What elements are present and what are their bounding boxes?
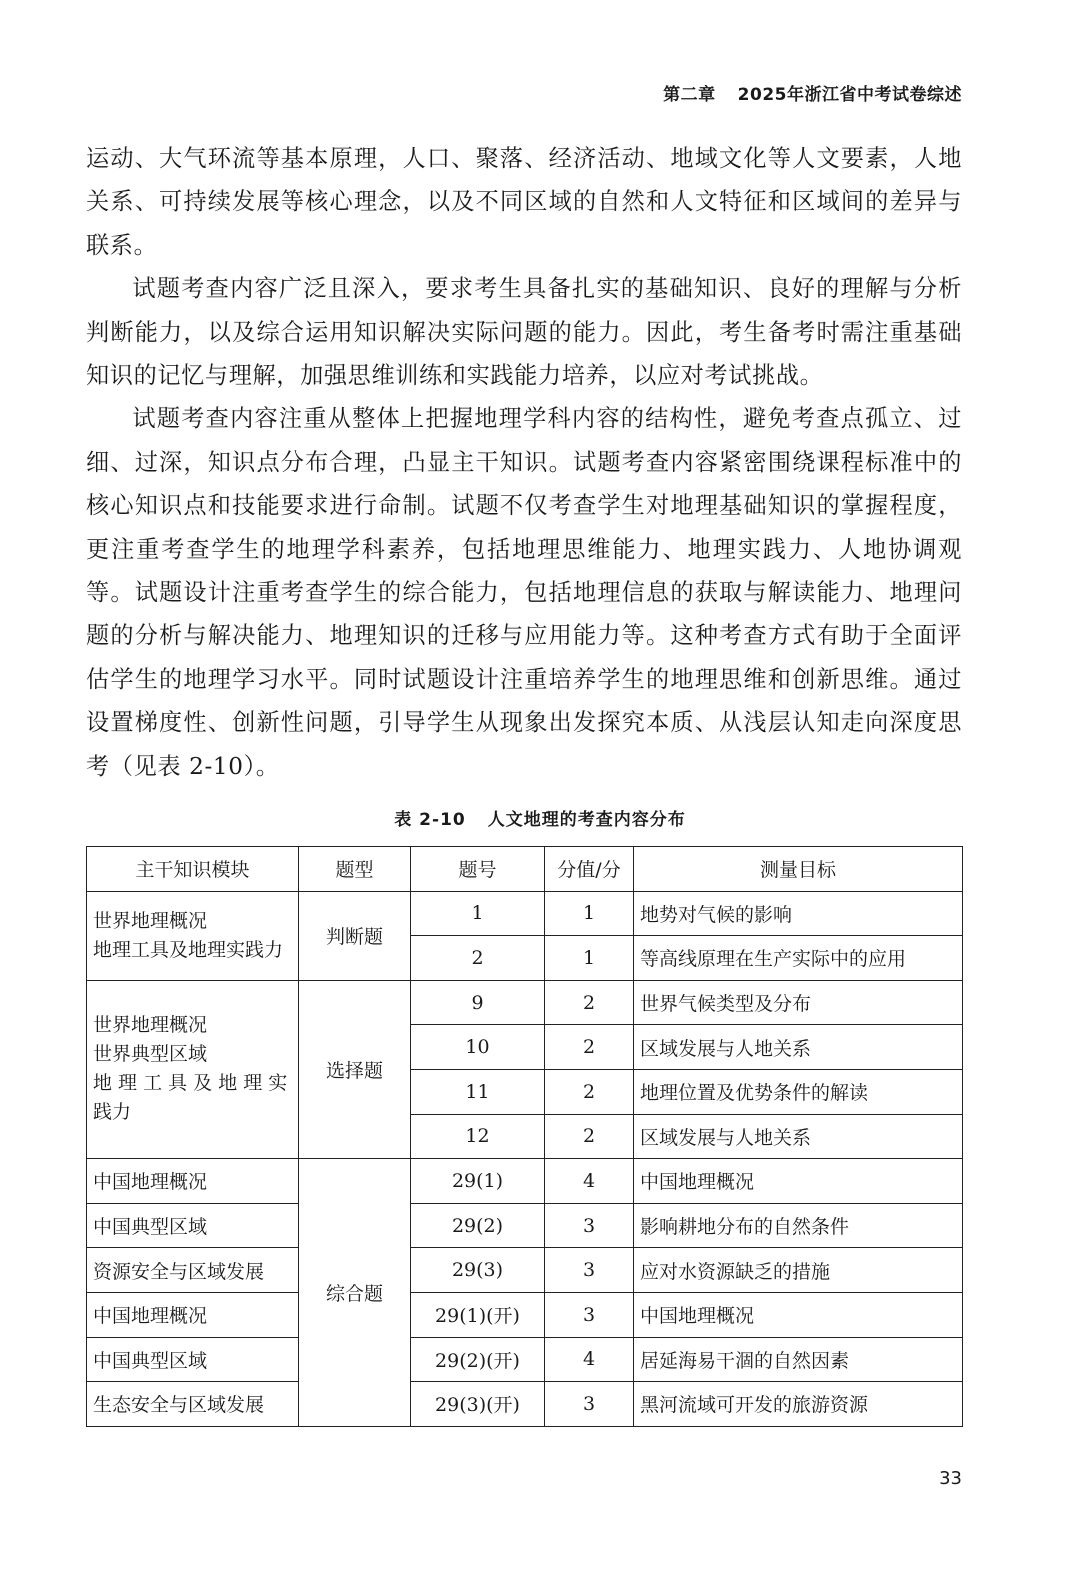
- type-cell: 综合题: [299, 1159, 411, 1427]
- column-header: 主干知识模块: [87, 847, 299, 892]
- table-row: [87, 1203, 963, 1248]
- score-cell: 2: [545, 1114, 634, 1159]
- score-cell: 4: [545, 1337, 634, 1382]
- question-number-cell: 12: [411, 1114, 545, 1159]
- column-header: 分值/分: [545, 847, 634, 892]
- type-cell: 判断题: [299, 891, 411, 980]
- table-row: [87, 1337, 963, 1382]
- question-number-cell: 1: [411, 891, 545, 936]
- score-cell: 1: [545, 891, 634, 936]
- module-cell: 中国典型区域: [87, 1337, 299, 1382]
- goal-cell: 地势对气候的影响: [634, 891, 963, 936]
- table-row: [87, 1248, 963, 1293]
- table-row: [87, 1382, 963, 1427]
- running-header: [663, 80, 962, 105]
- paragraph: 试题考查内容广泛且深入，要求考生具备扎实的基础知识、良好的理解与分析判断能力，以及综合运用知识解决实际问题的能力。因此，考生备考时需注重基础知识的记忆与理解，加强思维训练和实践能力培养，以应对考试挑战。: [86, 275, 962, 390]
- question-number-cell: 29(1): [411, 1159, 545, 1204]
- body-text: [86, 137, 962, 788]
- module-line: 世界典型区域: [93, 1043, 208, 1066]
- module-line: 践力: [93, 1101, 132, 1124]
- module-cell: 资源安全与区域发展: [87, 1248, 299, 1293]
- score-cell: 3: [545, 1203, 634, 1248]
- table-title: 人文地理的考查内容分布: [487, 810, 686, 830]
- module-cell: 中国地理概况: [87, 1159, 299, 1204]
- question-number-cell: 29(2)(开): [411, 1337, 545, 1382]
- goal-cell: 世界气候类型及分布: [634, 980, 963, 1025]
- goal-cell: 应对水资源缺乏的措施: [634, 1248, 963, 1293]
- column-header: 题号: [411, 847, 545, 892]
- type-cell: 选择题: [299, 980, 411, 1158]
- score-cell: 4: [545, 1159, 634, 1204]
- question-number-cell: 2: [411, 936, 545, 981]
- module-cell: [87, 980, 299, 1158]
- goal-cell: 黑河流域可开发的旅游资源: [634, 1382, 963, 1427]
- table-row: [87, 1159, 963, 1204]
- score-cell: 3: [545, 1292, 634, 1337]
- table-row: [87, 891, 963, 936]
- score-cell: 1: [545, 936, 634, 981]
- goal-cell: 地理位置及优势条件的解读: [634, 1069, 963, 1114]
- content-distribution-table: [86, 846, 963, 1427]
- question-number-cell: 29(3)(开): [411, 1382, 545, 1427]
- goal-cell: 中国地理概况: [634, 1159, 963, 1204]
- score-cell: 2: [545, 980, 634, 1025]
- module-cell: [87, 891, 299, 980]
- table-header-row: [87, 847, 963, 892]
- table-row: [87, 980, 963, 1025]
- table-number: 表 2-10: [394, 810, 466, 830]
- paragraph: 试题考查内容注重从整体上把握地理学科内容的结构性，避免考查点孤立、过细、过深，知识点分布合理，凸显主干知识。试题考查内容紧密围绕课程标准中的核心知识点和技能要求进行命制。试题不仅考查学生对地理基础知识的掌握程度，更注重考查学生的地理学科素养，包括地理思维能力、地理实践力、人地协调观等。试题设计注重考查学生的综合能力，包括地理信息的获取与解读能力、地理问题的分析与解决能力、地理知识的迁移与应用能力等。这种考查方式有助于全面评估学生的地理学习水平。同时试题设计注重培养学生的地理思维和创新思维。通过设置梯度性、创新性问题，引导学生从现象出发探究本质、从浅层认知走向深度思考（见表 2-10）。: [86, 405, 962, 780]
- module-line: 地理工具及地理实践力: [93, 938, 284, 961]
- column-header: 测量目标: [634, 847, 963, 892]
- goal-cell: 区域发展与人地关系: [634, 1025, 963, 1070]
- column-header: 题型: [299, 847, 411, 892]
- question-number-cell: 29(2): [411, 1203, 545, 1248]
- question-number-cell: 9: [411, 980, 545, 1025]
- module-line: 世界地理概况: [93, 909, 208, 932]
- goal-cell: 中国地理概况: [634, 1292, 963, 1337]
- page-number: 33: [939, 1468, 962, 1489]
- paragraph: 运动、大气环流等基本原理，人口、聚落、经济活动、地域文化等人文要素，人地关系、可持续发展等核心理念，以及不同区域的自然和人文特征和区域间的差异与联系。: [86, 145, 962, 259]
- module-cell: 生态安全与区域发展: [87, 1382, 299, 1427]
- question-number-cell: 11: [411, 1069, 545, 1114]
- chapter-title: 2025年浙江省中考试卷综述: [737, 85, 962, 105]
- table-caption: [0, 805, 1080, 830]
- score-cell: 2: [545, 1025, 634, 1070]
- module-cell: 中国典型区域: [87, 1203, 299, 1248]
- score-cell: 3: [545, 1248, 634, 1293]
- goal-cell: 等高线原理在生产实际中的应用: [634, 936, 963, 981]
- score-cell: 3: [545, 1382, 634, 1427]
- question-number-cell: 29(3): [411, 1248, 545, 1293]
- goal-cell: 影响耕地分布的自然条件: [634, 1203, 963, 1248]
- goal-cell: 区域发展与人地关系: [634, 1114, 963, 1159]
- goal-cell: 居延海易干涸的自然因素: [634, 1337, 963, 1382]
- module-cell: 中国地理概况: [87, 1292, 299, 1337]
- table-row: [87, 1292, 963, 1337]
- module-line: 世界地理概况: [93, 1014, 208, 1037]
- module-line: 地 理 工 具 及 地 理 实: [93, 1072, 288, 1095]
- score-cell: 2: [545, 1069, 634, 1114]
- question-number-cell: 29(1)(开): [411, 1292, 545, 1337]
- question-number-cell: 10: [411, 1025, 545, 1070]
- chapter-label: 第二章: [663, 85, 716, 105]
